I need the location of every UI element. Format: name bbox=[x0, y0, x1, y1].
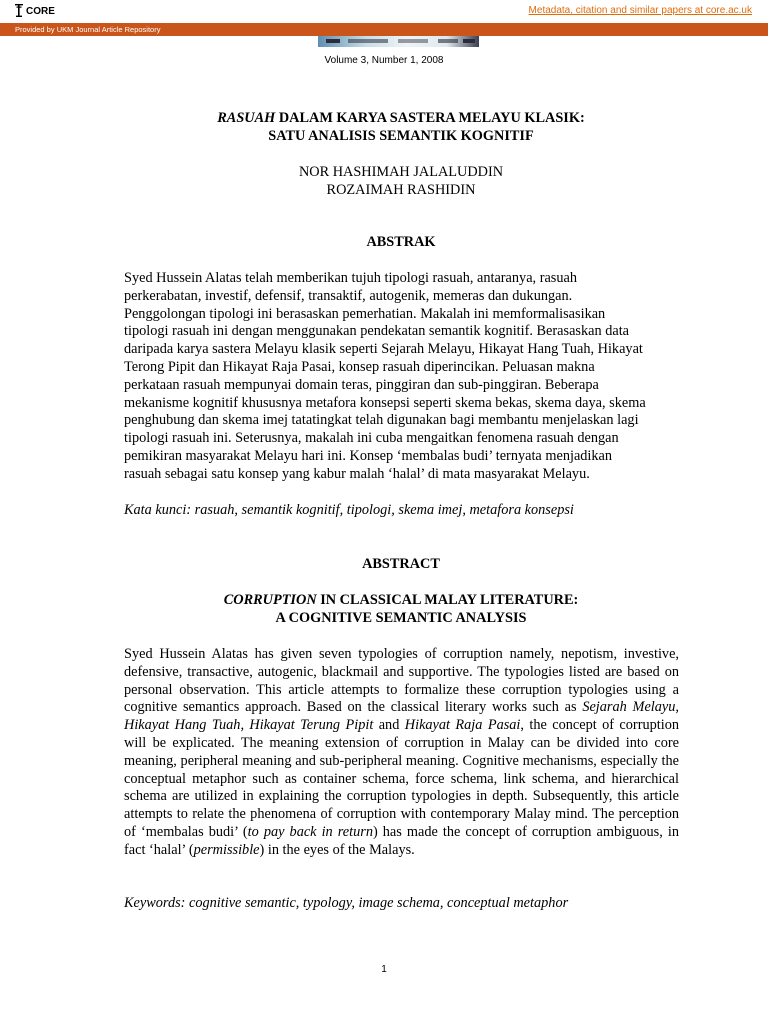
abstrak-line: daripada karya sastera Melayu klasik seperti Sejarah Melayu, Hikayat Hang Tuah, Hikayat bbox=[124, 341, 643, 358]
abstract-body: Syed Hussein Alatas has given seven typologies of corruption namely, nepotism, investive, defensive, transactive, autogenic, blackmail and supportive. The typologies listed are based on personal observation. This article attempts to formalize these corruption typologies using a cognitive semantics approach. Based on the classical literary works such as Sejarah Melayu, Hikayat Hang Tuah, Hikayat Terung Pipit and Hikayat Raja Pasai, the concept of corruption will be explicated. The meaning extension of corruption in Malay can be divided into core meaning, peripheral meaning and sub-peripheral meaning. Cognitive mechanisms, especially the conceptual metaphor such as container schema, force schema, link schema, and hierarchical schema are utilized in explaining the corruption typologies in depth. Subsequently, this article attempts to relate the phenomena of corruption with contemporary Malay mind. The perception of ‘membalas budi’ (to pay back in return) has made the concept of corruption ambiguous, in fact ‘halal’ (permissible) in the eyes of the Malays. bbox=[124, 646, 679, 858]
abstrak-line: pemikiran masyarakat Melayu hari ini. Konsep ‘membalas budi’ ternyata menjadikan bbox=[124, 447, 613, 464]
gloss-pay-back: to pay back in return bbox=[247, 823, 373, 840]
core-tree-icon bbox=[14, 3, 24, 17]
abstrak-keywords: Kata kunci: rasuah, semantik kognitif, tipologi, skema imej, metafora konsepsi bbox=[124, 502, 574, 518]
core-provider-bar bbox=[0, 23, 768, 36]
english-title-italic: CORRUPTION bbox=[223, 592, 317, 608]
journal-volume: Volume 3, Number 1, 2008 bbox=[324, 55, 444, 66]
abstrak-line: Penggolongan tipologi ini berasaskan pemerhatian. Makalah ini memformalisasikan bbox=[124, 305, 606, 322]
abstrak-line: Terong Pipit dan Hikayat Raja Pasai, konsep rasuah diperincikan. Peluasan makna bbox=[124, 358, 595, 375]
abstrak-line: penghubung dan skema imej tatatingkat telah digunakan bagi membantu menjelaskan lagi bbox=[124, 412, 639, 429]
abstrak-line: perkerabatan, investif, defensif, transaktif, autogenik, memeras dan dukungan. bbox=[124, 287, 573, 304]
abstrak-line: Syed Hussein Alatas telah memberikan tujuh tipologi rasuah, antaranya, rasuah bbox=[124, 270, 578, 286]
malay-title-italic: RASUAH bbox=[217, 110, 276, 126]
english-title bbox=[0, 591, 768, 627]
abstrak-line: perkataan rasuah mempunyai domain teras, pinggiran dan sub-pinggiran. Beberapa bbox=[124, 376, 599, 393]
core-logo-text: CORE bbox=[26, 6, 55, 17]
literary-work: Hikayat Raja Pasai bbox=[404, 717, 521, 734]
core-metadata-link[interactable]: Metadata, citation and similar papers at core.ac.uk bbox=[528, 5, 752, 16]
english-title-line-2: A COGNITIVE SEMANTIC ANALYSIS bbox=[275, 610, 527, 626]
english-title-line-1: CORRUPTION IN CLASSICAL MALAY LITERATURE: bbox=[223, 592, 579, 608]
literary-works: Sejarah Melayu, Hikayat Hang Tuah, Hikayat Terung Pipit bbox=[124, 699, 679, 734]
provided-by-text[interactable]: Provided by UKM Journal Article Repository bbox=[15, 25, 161, 34]
abstrak-line: rasuah sebagai satu konsep yang kabur malah ‘halal’ di mata masyarakat Melayu. bbox=[124, 465, 590, 482]
malay-title-line-2: SATU ANALISIS SEMANTIK KOGNITIF bbox=[268, 128, 534, 144]
core-header bbox=[0, 0, 768, 22]
abstract-heading: ABSTRACT bbox=[362, 556, 440, 572]
abstrak-body bbox=[124, 270, 679, 484]
malay-title bbox=[0, 109, 768, 145]
page-number: 1 bbox=[381, 964, 387, 975]
author-1: NOR HASHIMAH JALALUDDIN bbox=[298, 164, 504, 180]
abstrak-line: tipologi rasuah ini. Seterusnya, makalah ini cuba mengaitkan fenomena rasuah dengan bbox=[124, 430, 619, 447]
abstract-keywords: Keywords: cognitive semantic, typology, image schema, conceptual metaphor bbox=[124, 895, 569, 911]
abstrak-line: tipologi rasuah ini dengan menggunakan pendekatan semantik kognitif. Berasaskan data bbox=[124, 323, 630, 340]
abstrak-line: mekanisme kognitif khususnya metafora konsepsi seperti skema bekas, skema daya, skema bbox=[124, 394, 646, 411]
authors bbox=[0, 163, 768, 199]
gloss-permissible: permissible bbox=[193, 841, 260, 858]
core-logo[interactable] bbox=[14, 3, 55, 17]
malay-title-line-1: RASUAH DALAM KARYA SASTERA MELAYU KLASIK: bbox=[217, 110, 585, 126]
abstrak-heading: ABSTRAK bbox=[366, 234, 436, 250]
author-2: ROZAIMAH RASHIDIN bbox=[326, 182, 476, 198]
journal-banner-image bbox=[318, 36, 479, 47]
